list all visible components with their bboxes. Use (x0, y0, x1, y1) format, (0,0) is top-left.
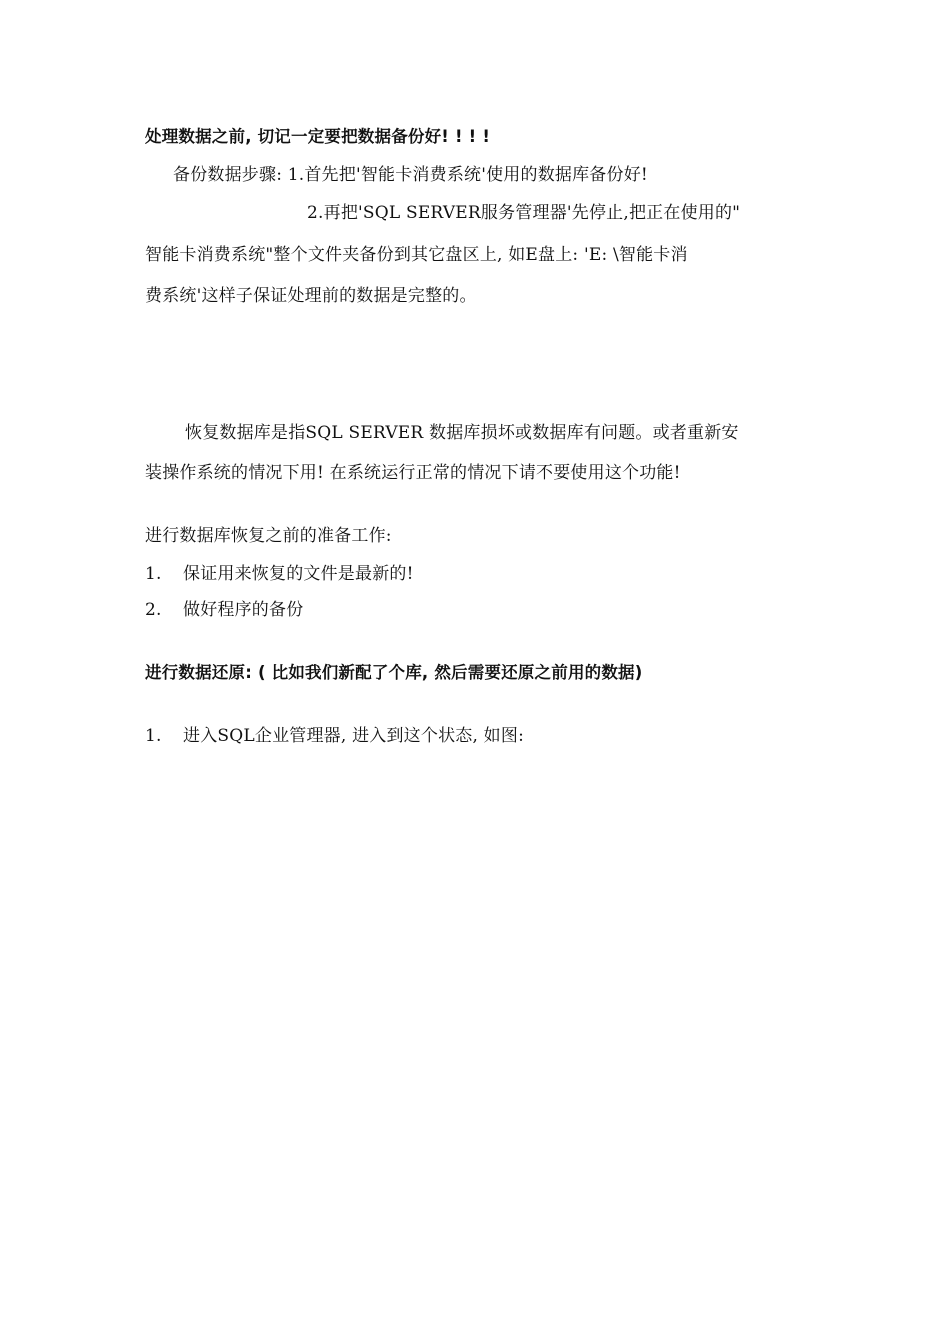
backup-step-2-continued-1: 智能卡消费系统"整个文件夹备份到其它盘区上, 如E盘上: 'E: \智能卡消 (145, 245, 688, 265)
prep-item-text: 做好程序的备份 (183, 600, 304, 620)
backup-step-2: 2.再把'SQL SERVER服务管理器'先停止,把正在使用的" (307, 203, 741, 223)
restore-step-item (145, 724, 524, 748)
prep-item-text: 保证用来恢复的文件是最新的! (183, 564, 414, 584)
restore-step-text: 进入SQL企业管理器, 进入到这个状态, 如图: (183, 726, 525, 746)
prep-list-item (145, 562, 414, 586)
restore-description-line-2: 装操作系统的情况下用! 在系统运行正常的情况下请不要使用这个功能! (145, 463, 681, 483)
warning-title: 处理数据之前, 切记一定要把数据备份好! ! ! ! (145, 127, 491, 146)
restore-title: 进行数据还原: ( 比如我们新配了个库, 然后需要还原之前用的数据) (145, 663, 643, 682)
restore-description-line-1: 恢复数据库是指SQL SERVER 数据库损坏或数据库有问题。或者重新安 (185, 423, 739, 443)
restore-step-number: 1. (145, 726, 162, 746)
prep-list-item (145, 598, 303, 622)
backup-intro: 备份数据步骤: 1.首先把'智能卡消费系统'使用的数据库备份好! (173, 165, 648, 185)
prep-item-number: 1. (145, 564, 162, 584)
prep-item-number: 2. (145, 600, 162, 620)
prep-title: 进行数据库恢复之前的准备工作: (145, 526, 392, 546)
backup-step-2-continued-2: 费系统'这样子保证处理前的数据是完整的。 (145, 286, 477, 306)
